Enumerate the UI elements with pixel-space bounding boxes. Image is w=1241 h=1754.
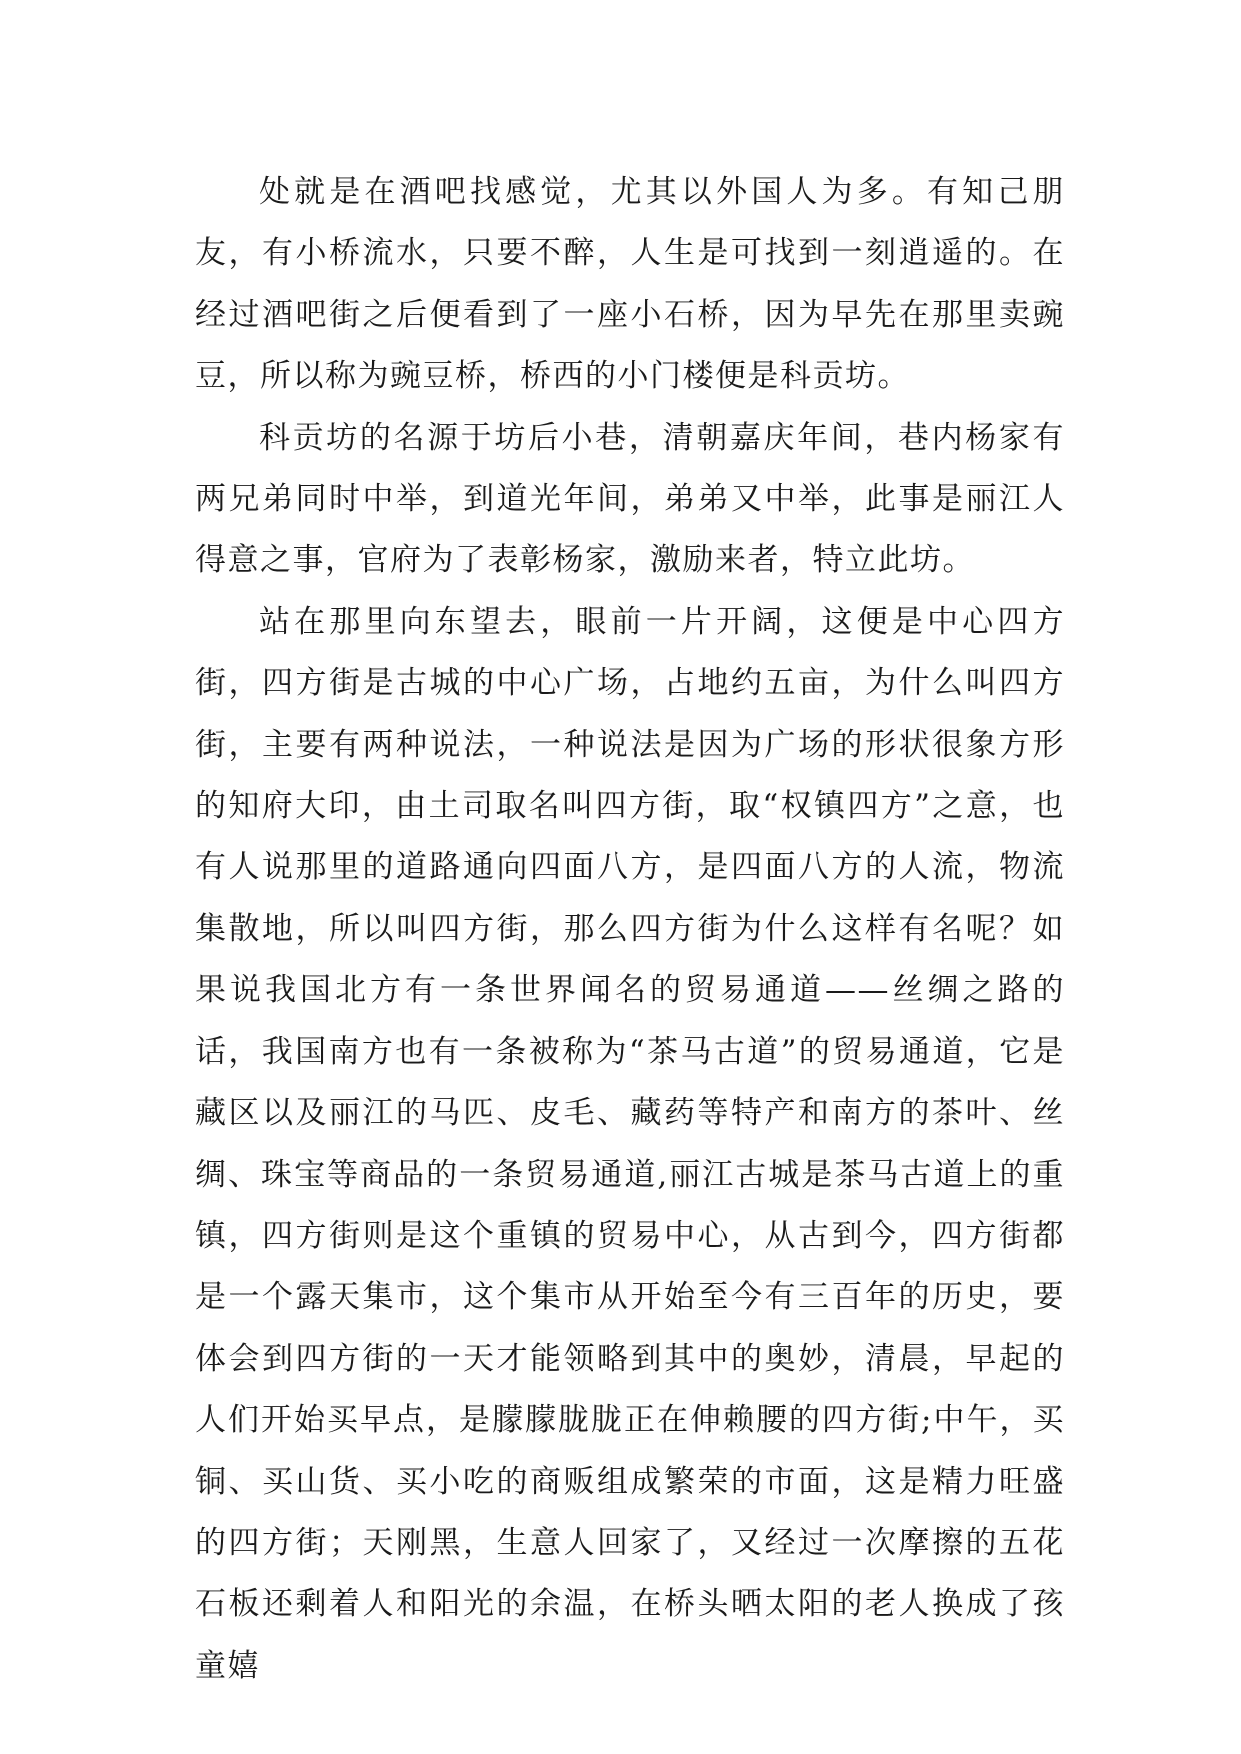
- document-body: [195, 162, 1065, 1697]
- paragraph-3: 站在那里向东望去，眼前一片开阔，这便是中心四方街，四方街是古城的中心广场，占地约五亩，为什么叫四方街，主要有两种说法，一种说法是因为广场的形状很象方形的知府大印，由土司取名叫四方街，取“权镇四方”之意，也有人说那里的道路通向四面八方，是四面八方的人流，物流集散地，所以叫四方街，那么四方街为什么这样有名呢？如果说我国北方有一条世界闻名的贸易通道——丝绸之路的话，我国南方也有一条被称为“茶马古道”的贸易通道，它是藏区以及丽江的马匹、皮毛、藏药等特产和南方的茶叶、丝绸、珠宝等商品的一条贸易通道,丽江古城是茶马古道上的重镇，四方街则是这个重镇的贸易中心，从古到今，四方街都是一个露天集市，这个集市从开始至今有三百年的历史，要体会到四方街的一天才能领略到其中的奥妙，清晨，早起的人们开始买早点，是朦朦胧胧正在伸赖腰的四方街;中午，买铜、买山货、买小吃的商贩组成繁荣的市面，这是精力旺盛的四方街；天刚黑，生意人回家了，又经过一次摩擦的五花石板还剩着人和阳光的余温，在桥头晒太阳的老人换成了孩童嬉: [195, 603, 1065, 1684]
- paragraph-2: 科贡坊的名源于坊后小巷，清朝嘉庆年间，巷内杨家有两兄弟同时中举，到道光年间，弟弟又中举，此事是丽江人得意之事，官府为了表彰杨家，激励来者，特立此坊。: [195, 419, 1065, 579]
- paragraph-1: 处就是在酒吧找感觉，尤其以外国人为多。有知己朋友，有小桥流水，只要不醉，人生是可找到一刻逍遥的。在经过酒吧街之后便看到了一座小石桥，因为早先在那里卖豌豆，所以称为豌豆桥，桥西的小门楼便是科贡坊。: [195, 174, 1065, 395]
